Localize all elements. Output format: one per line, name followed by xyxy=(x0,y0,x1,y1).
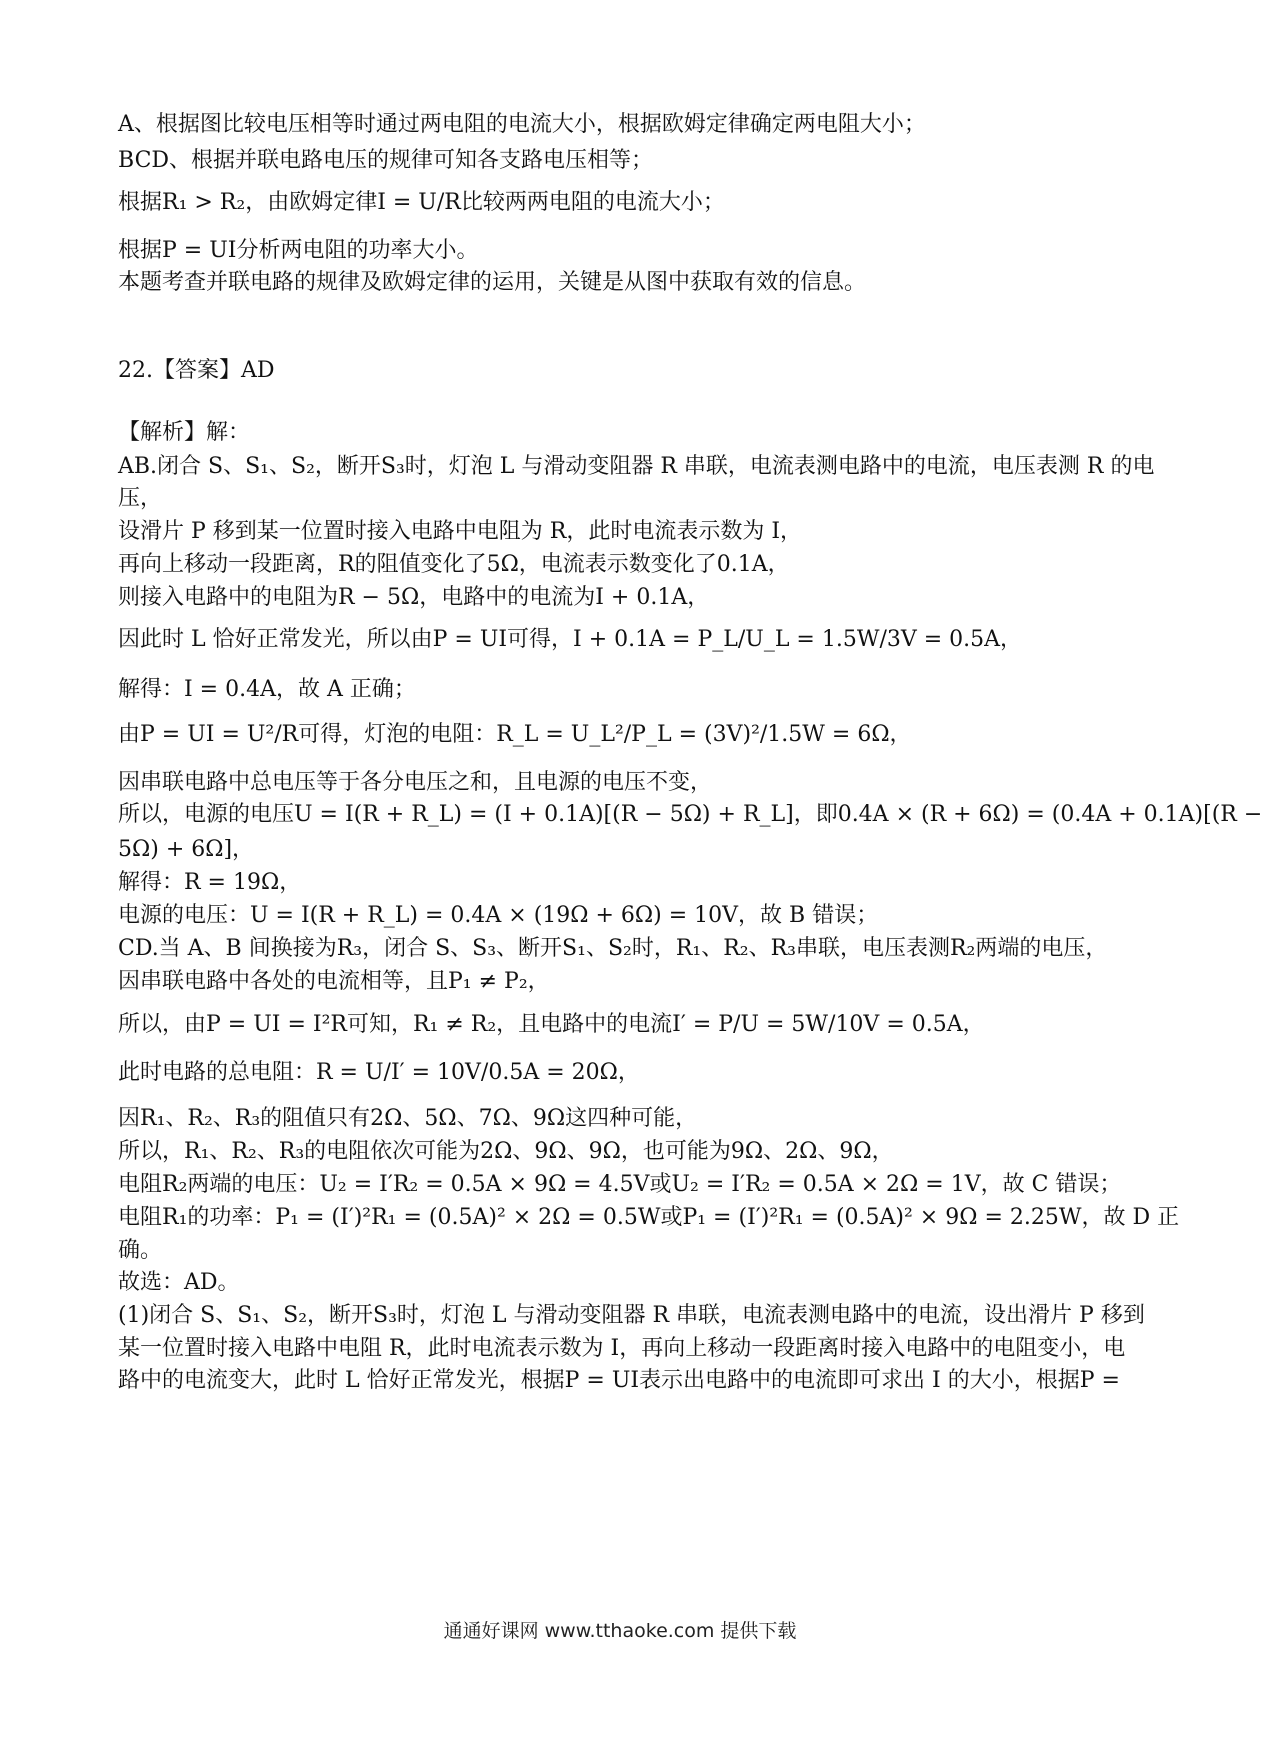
text-line: 确。 xyxy=(118,1238,163,1263)
text-line: 再向上移动一段距离，R的阻值变化了5Ω，电流表示数变化了0.1A， xyxy=(118,552,790,577)
text-line: 此时电路的总电阻：R = U/I′ = 10V/0.5A = 20Ω， xyxy=(118,1060,640,1085)
text-line: BCD、根据并联电路电压的规律可知各支路电压相等； xyxy=(118,148,654,173)
text-line: 因串联电路中总电压等于各分电压之和，且电源的电压不变， xyxy=(118,770,713,795)
text-line: 某一位置时接入电路中电阻 R，此时电流表示数为 I，再向上移动一段距离时接入电路中的电阻变小，电 xyxy=(118,1336,1126,1361)
text-line: 因此时 L 恰好正常发光，所以由P = UI可得，I + 0.1A = P_L/U_L = 1.5W/3V = 0.5A， xyxy=(118,627,1023,652)
text-line: 故选：AD。 xyxy=(118,1270,240,1295)
text-line: AB.闭合 S、S₁、S₂，断开S₃时，灯泡 L 与滑动变阻器 R 串联，电流表测电路中的电流，电压表测 R 的电 xyxy=(118,454,1155,479)
text-line: 所以，R₁、R₂、R₃的电阻依次可能为2Ω、9Ω、9Ω，也可能为9Ω、2Ω、9Ω， xyxy=(118,1139,894,1164)
text-line: 则接入电路中的电阻为R − 5Ω，电路中的电流为I + 0.1A， xyxy=(118,585,710,610)
text-line: 解得：I = 0.4A，故 A 正确； xyxy=(118,677,416,702)
text-line: 所以，电源的电压U = I(R + R_L) = (I + 0.1A)[(R − 5Ω) + R_L]，即0.4A × (R + 6Ω) = (0.4A + 0.1A)[(R − xyxy=(118,802,1262,827)
text-line: 根据R₁ > R₂，由欧姆定律I = U/R比较两两电阻的电流大小； xyxy=(118,190,725,215)
text-line: 解得：R = 19Ω， xyxy=(118,870,302,895)
text-line: A、根据图比较电压相等时通过两电阻的电流大小，根据欧姆定律确定两电阻大小； xyxy=(118,112,926,137)
text-line: (1)闭合 S、S₁、S₂，断开S₃时，灯泡 L 与滑动变阻器 R 串联，电流表测电路中的电流，设出滑片 P 移到 xyxy=(118,1303,1145,1328)
text-line: 因串联电路中各处的电流相等，且P₁ ≠ P₂， xyxy=(118,969,550,994)
text-line: 电阻R₂两端的电压：U₂ = I′R₂ = 0.5A × 9Ω = 4.5V或U₂ = I′R₂ = 0.5A × 2Ω = 1V，故 C 错误； xyxy=(118,1172,1122,1197)
text-line: 路中的电流变大，此时 L 恰好正常发光，根据P = UI表示出电路中的电流即可求出 I 的大小，根据P = xyxy=(118,1368,1120,1393)
text-line: 22.【答案】AD xyxy=(118,358,275,383)
text-line: 所以，由P = UI = I²R可知，R₁ ≠ R₂，且电路中的电流I′ = P/U = 5W/10V = 0.5A， xyxy=(118,1012,985,1037)
text-line: 5Ω) + 6Ω]， xyxy=(118,837,255,862)
page-footer: 通通好课网 www.tthaoke.com 提供下载 xyxy=(443,1620,797,1642)
text-line: 因R₁、R₂、R₃的阻值只有2Ω、5Ω、7Ω、9Ω这四种可能， xyxy=(118,1106,698,1131)
text-line: CD.当 A、B 间换接为R₃，闭合 S、S₃、断开S₁、S₂时，R₁、R₂、R₃串联，电压表测R₂两端的电压， xyxy=(118,936,1108,961)
text-line: 压， xyxy=(118,486,163,511)
text-line: 由P = UI = U²/R可得，灯泡的电阻：R_L = U_L²/P_L = (3V)²/1.5W = 6Ω， xyxy=(118,722,912,747)
text-line: 设滑片 P 移到某一位置时接入电路中电阻为 R，此时电流表示数为 I， xyxy=(118,519,803,544)
text-line: 【解析】解： xyxy=(118,420,251,445)
text-line: 电阻R₁的功率：P₁ = (I′)²R₁ = (0.5A)² × 2Ω = 0.5W或P₁ = (I′)²R₁ = (0.5A)² × 9Ω = 2.25W，故 D 正 xyxy=(118,1205,1180,1230)
text-line: 本题考查并联电路的规律及欧姆定律的运用，关键是从图中获取有效的信息。 xyxy=(118,270,867,295)
text-line: 电源的电压：U = I(R + R_L) = 0.4A × (19Ω + 6Ω) = 10V，故 B 错误； xyxy=(118,903,879,928)
text-line: 根据P = UI分析两电阻的功率大小。 xyxy=(118,238,479,263)
